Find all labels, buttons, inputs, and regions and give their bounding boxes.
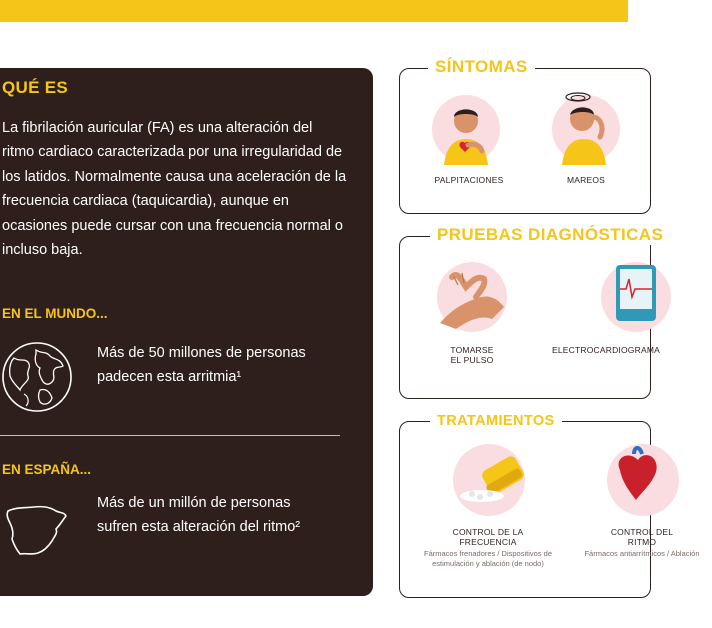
heart-illustration (600, 440, 686, 526)
treatment-label-frecuencia-line2: FRECUENCIA (459, 537, 517, 547)
treatment-label-ritmo-line1: CONTROL DEL (610, 527, 674, 537)
top-accent-bar (0, 0, 628, 22)
espana-stat: Más de un millón de personas sufren esta alteración del ritmo² (97, 495, 301, 535)
pruebas-title: PRUEBAS DIAGNÓSTICAS (430, 225, 670, 245)
que-es-description: La fibrilación auricular (FA) es una alteración del ritmo cardiaco caracterizada por una irregularidad de los latidos. Normalmente causa una aceleración de la frecuencia cardiaca (taquicardia), aunque en ocasiones puede cursar con una frecuencia normal o incluso baja. (2, 120, 347, 259)
mundo-stat: Más de 50 millones de personas padecen esta arritmia¹ (97, 345, 306, 385)
pills-illustration (446, 440, 532, 526)
treatment-detail-ritmo: Fármacos antiarrítmicos / Ablación (584, 549, 700, 558)
dizziness-illustration (548, 89, 626, 167)
test-label-pulso-line2: EL PULSO (450, 355, 494, 365)
ecg-monitor-illustration (596, 257, 676, 337)
tratamientos-title: TRATAMIENTOS (430, 413, 562, 429)
sintomas-title: SÍNTOMAS (428, 57, 535, 77)
treatment-label-frecuencia-line1: CONTROL DE LA (452, 527, 524, 537)
pruebas-card (399, 225, 664, 399)
que-es-title: QUÉ ES (2, 78, 69, 97)
spain-map-icon (0, 493, 74, 567)
symptom-label-mareos: MAREOS (566, 175, 606, 185)
test-label-pulso-line1: TOMARSE (450, 345, 494, 355)
treatment-label-ritmo-line2: RITMO (627, 537, 657, 547)
pulse-check-illustration (432, 257, 512, 337)
tratamientos-card (399, 413, 700, 598)
panel-divider (0, 435, 340, 436)
symptom-label-palpitaciones: PALPITACIONES (434, 175, 504, 185)
sintomas-card (399, 57, 651, 214)
palpitations-illustration (428, 89, 506, 167)
test-label-electrocardiograma: ELECTROCARDIOGRAMA (552, 345, 660, 355)
mundo-title: EN EL MUNDO... (2, 306, 108, 321)
globe-icon (0, 340, 74, 414)
que-es-panel (0, 68, 373, 596)
treatment-detail-frecuencia: Fármacos frenadores / Dispositivos de estimulación y ablación (de nodo) (424, 549, 552, 568)
espana-title: EN ESPAÑA... (2, 462, 92, 477)
